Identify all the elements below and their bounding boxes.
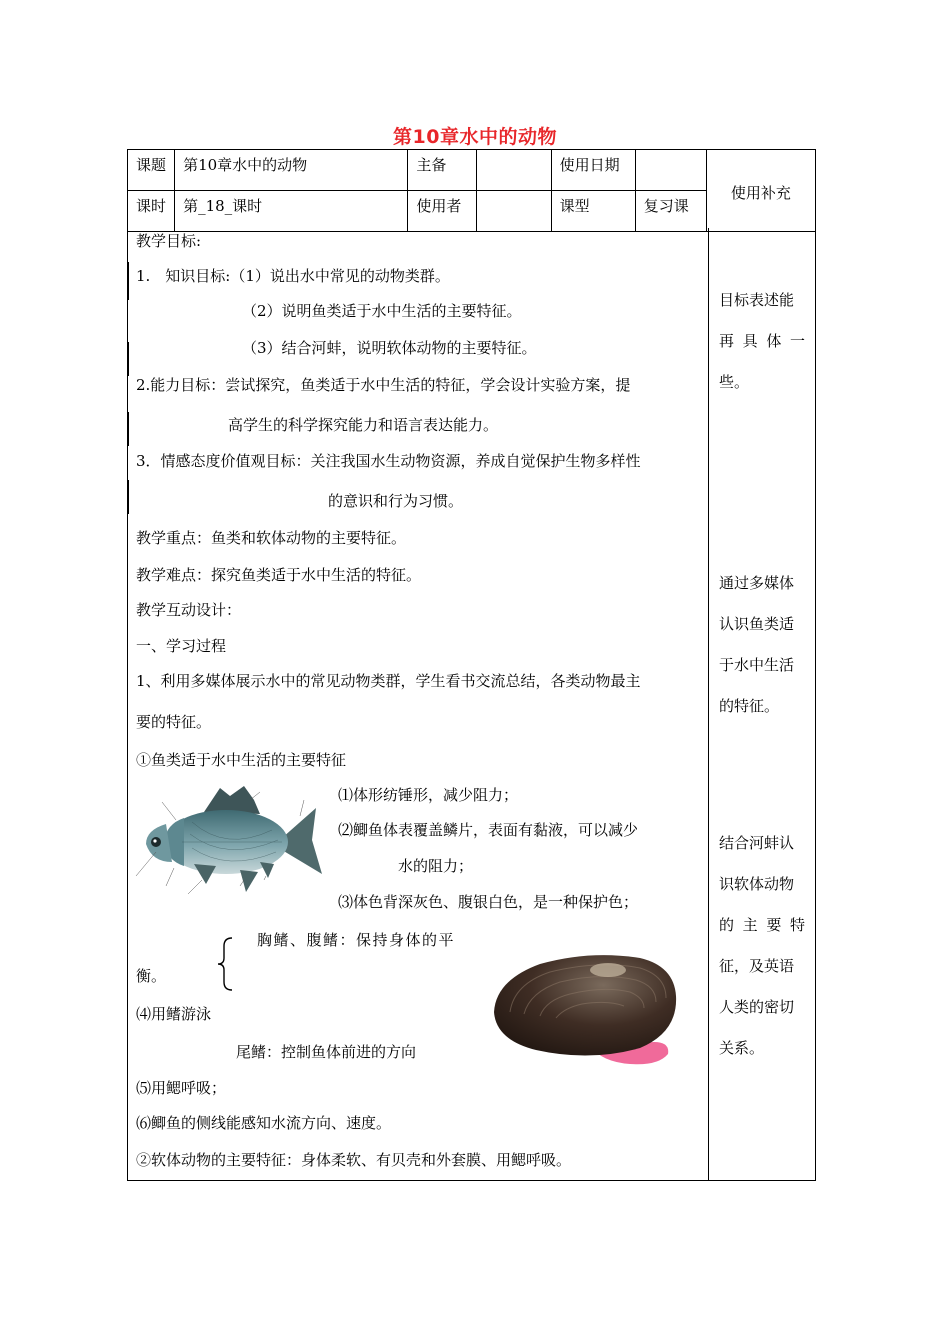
text-line: ⑹鲫鱼的侧线能感知水流方向、速度。 xyxy=(136,1114,392,1132)
teaching-goals-heading: 教学目标: xyxy=(136,232,202,250)
lesson-header-table xyxy=(127,149,816,232)
label-lesson-type: 课型 xyxy=(551,191,635,232)
text-line: 要的特征。 xyxy=(136,713,212,731)
value-lesson-type: 复习课 xyxy=(635,191,706,232)
value-user xyxy=(477,191,551,232)
subsection-mollusk: ②软体动物的主要特征：身体柔软、有贝壳和外套膜、用鳃呼吸。 xyxy=(136,1151,572,1169)
difficult-points: 教学难点：探究鱼类适于水中生活的特征。 xyxy=(136,566,422,584)
text-line: 的意识和行为习惯。 xyxy=(328,492,464,510)
label-topic: 课题 xyxy=(128,150,175,191)
value-period: 第_18_课时 xyxy=(175,191,408,232)
margin-mark xyxy=(128,480,129,514)
side-note-mussel: 结合河蚌认 识软体动物 的 主 要 特 征，及英语 人类的密切 关系。 xyxy=(719,834,805,1057)
text-line: ⑶体色背深灰色、腹银白色，是一种保护色； xyxy=(338,893,639,911)
text-line: （2）说明鱼类适于水中生活的主要特征。 xyxy=(242,302,522,320)
margin-mark xyxy=(128,412,129,446)
label-use-date: 使用日期 xyxy=(551,150,635,191)
side-note-goals: 目标表述能 再 具 体 一 些。 xyxy=(719,291,805,391)
value-lead-preparer xyxy=(477,150,551,191)
text-line: ⑴体形纺锤形，减少阻力； xyxy=(338,786,519,804)
content-cell xyxy=(127,228,816,1181)
margin-mark xyxy=(128,262,129,300)
key-points: 教学重点：鱼类和软体动物的主要特征。 xyxy=(136,529,407,547)
freshwater-mussel-illustration xyxy=(490,950,680,1072)
column-divider xyxy=(708,228,709,1181)
label-lead-preparer: 主备 xyxy=(408,150,477,191)
text-line: （3）结合河蚌，说明软体动物的主要特征。 xyxy=(242,339,537,357)
value-topic: 第10章水中的动物 xyxy=(175,150,408,191)
text-line: ⑸用鳃呼吸； xyxy=(136,1079,227,1097)
interactive-design-heading: 教学互动设计： xyxy=(136,601,242,619)
text-line: 胸鳍、腹鳍：保持身体的平 xyxy=(257,931,456,949)
subsection-fish: ①鱼类适于水中生活的主要特征 xyxy=(136,751,347,769)
curly-brace xyxy=(214,936,238,992)
text-line: 3．情感态度价值观目标：关注我国水生动物资源，养成自觉保护生物多样性 xyxy=(136,452,641,470)
justified-line: 的 主 要 特 xyxy=(719,916,805,934)
text-line: 高学生的科学探究能力和语言表达能力。 xyxy=(228,416,499,434)
text-line: 尾鳍：控制鱼体前进的方向 xyxy=(236,1043,417,1061)
text-line: 1. 知识目标:（1）说出水中常见的动物类群。 xyxy=(136,267,450,285)
section-heading: 一、学习过程 xyxy=(136,637,227,655)
document-title: 第10章水中的动物 xyxy=(393,126,557,148)
side-note-multimedia: 通过多媒体 认识鱼类适 于水中生活 的特征。 xyxy=(719,574,795,715)
text-line: 水的阻力； xyxy=(398,857,474,875)
value-use-date xyxy=(635,150,706,191)
label-period: 课时 xyxy=(128,191,175,232)
text-line: ⑷用鳍游泳 xyxy=(136,1005,212,1023)
text-line: 1、利用多媒体展示水中的常见动物类群，学生看书交流总结，各类动物最主 xyxy=(136,672,641,690)
supplement-header: 使用补充 xyxy=(706,150,815,232)
text-line: ⑵鲫鱼体表覆盖鳞片，表面有黏液，可以减少 xyxy=(338,821,639,839)
crucian-carp-illustration xyxy=(132,782,332,898)
text-line: 2.能力目标：尝试探究，鱼类适于水中生活的特征，学会设计实验方案，提 xyxy=(136,376,631,394)
justified-line: 再 具 体 一 xyxy=(719,332,805,350)
text-line: 衡。 xyxy=(136,967,167,985)
label-user: 使用者 xyxy=(408,191,477,232)
margin-mark xyxy=(128,342,129,376)
